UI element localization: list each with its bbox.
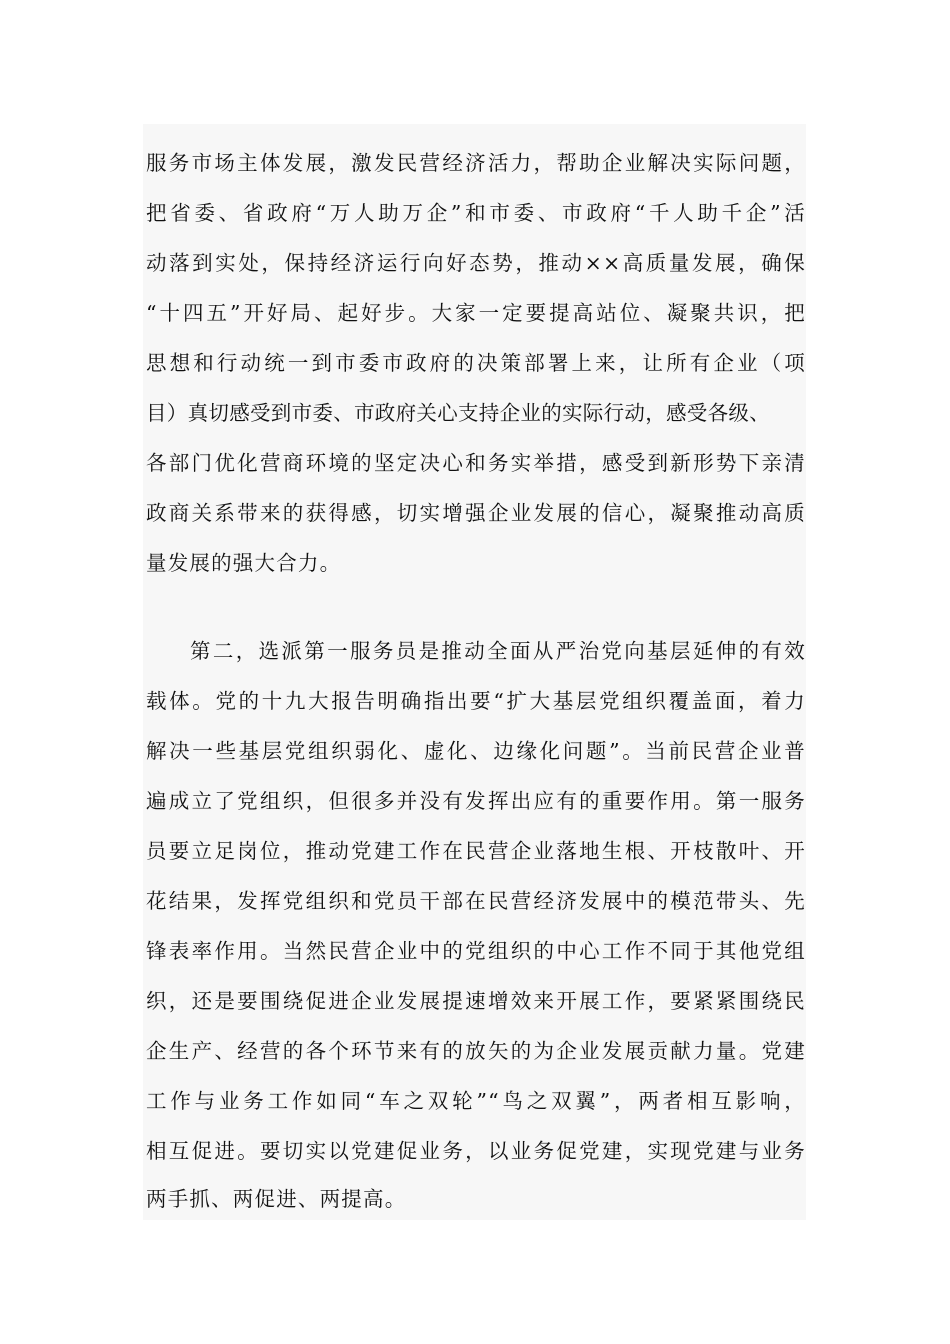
paragraph-2-line-2: 载体。党的十九大报告明确指出要“扩大基层党组织覆盖面，着力 xyxy=(146,689,806,713)
paragraph-1-line-1: 服务市场主体发展，激发民营经济活力，帮助企业解决实际问题， xyxy=(146,151,806,175)
paragraph-2-line-4: 遍成立了党组织，但很多并没有发挥出应有的重要作用。第一服务 xyxy=(146,789,806,813)
paragraph-2-line-1: 第二，选派第一服务员是推动全面从严治党向基层延伸的有效 xyxy=(190,639,806,663)
paragraph-1-line-9: 量发展的强大合力。 xyxy=(146,551,342,575)
paragraph-1-line-6: 目）真切感受到市委、市政府关心支持企业的实际行动，感受各级、 xyxy=(146,401,770,425)
paragraph-1-line-8: 政商关系带来的获得感，切实增强企业发展的信心，凝聚推动高质 xyxy=(146,501,806,525)
document-body xyxy=(143,124,806,1220)
paragraph-1-line-5: 思想和行动统一到市委市政府的决策部署上来，让所有企业（项 xyxy=(146,351,806,375)
paragraph-2-line-11: 相互促进。要切实以党建促业务，以业务促党建，实现党建与业务 xyxy=(146,1139,806,1163)
paragraph-2-line-5: 员要立足岗位，推动党建工作在民营企业落地生根、开枝散叶、开 xyxy=(146,839,806,863)
paragraph-1-line-4: “十四五”开好局、起好步。大家一定要提高站位、凝聚共识，把 xyxy=(146,301,806,325)
paragraph-1-line-2: 把省委、省政府“万人助万企”和市委、市政府“千人助千企”活 xyxy=(146,201,806,225)
paragraph-2-line-3: 解决一些基层党组织弱化、虚化、边缘化问题”。当前民营企业普 xyxy=(146,739,806,763)
paragraph-1-line-3: 动落到实处，保持经济运行向好态势，推动××高质量发展，确保 xyxy=(146,251,806,275)
paragraph-2-line-9: 企生产、经营的各个环节来有的放矢的为企业发展贡献力量。党建 xyxy=(146,1039,806,1063)
paragraph-2-line-10: 工作与业务工作如同“车之双轮”“鸟之双翼”，两者相互影响， xyxy=(146,1089,806,1113)
paragraph-2-line-12: 两手抓、两促进、两提高。 xyxy=(146,1187,407,1211)
paragraph-2-line-8: 织，还是要围绕促进企业发展提速增效来开展工作，要紧紧围绕民 xyxy=(146,989,806,1013)
paragraph-2-line-7: 锋表率作用。当然民营企业中的党组织的中心工作不同于其他党组 xyxy=(146,939,806,963)
paragraph-2-line-6: 花结果，发挥党组织和党员干部在民营经济发展中的模范带头、先 xyxy=(146,889,806,913)
paragraph-1-line-7: 各部门优化营商环境的坚定决心和务实举措，感受到新形势下亲清 xyxy=(146,451,806,475)
